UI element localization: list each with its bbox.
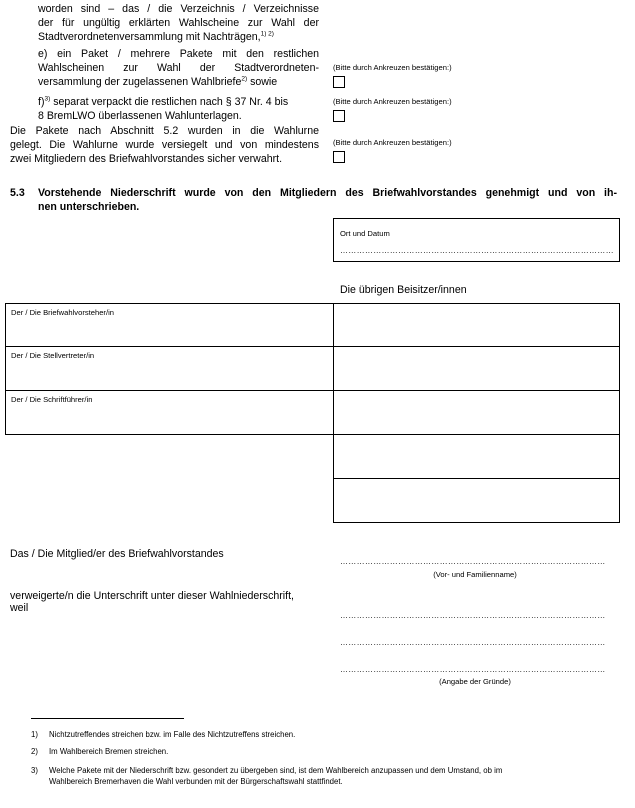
refusal-reasons-caption: (Angabe der Gründe): [439, 677, 511, 686]
refusal-reason-dotted-line-1[interactable]: ……………………………………………………………………………………: [340, 611, 606, 620]
footnote-2-number: 2): [31, 747, 38, 756]
signature-box-chair[interactable]: [5, 303, 334, 347]
signature-box-secretary[interactable]: [5, 390, 334, 435]
item-d-line-1: worden sind – das / die Verzeichnis / Verzeichnisse: [38, 3, 319, 15]
item-e-line-3: versammlung der zugelassenen Wahlbriefe$^{2)}$ sowie: [38, 75, 278, 88]
section-53-line-1: Vorstehende Niederschrift wurde von den Mitgliedern des Briefwahlvorstandes genehmigt und von ih-: [38, 187, 617, 199]
footnote-separator: [31, 718, 184, 719]
place-date-box[interactable]: [333, 218, 620, 262]
footnote-3-number: 3): [31, 766, 38, 775]
item-f-checkbox[interactable]: [333, 110, 345, 122]
item-d-line-3: Stadtverordnetenversammlung mit Nachträgen,$^{1) 2)}$: [38, 30, 274, 43]
refusal-name-dotted-line[interactable]: ……………………………………………………………………………………: [340, 557, 606, 566]
item-e-checkbox[interactable]: [333, 76, 345, 88]
section-53-line-2: nen unterschrieben.: [38, 201, 140, 213]
sealed-line-2: gelegt. Die Wahlurne wurde versiegelt und von mindestens: [10, 139, 319, 151]
signature-box-deputy[interactable]: [5, 346, 334, 391]
footnote-3-text-continued: Wahlbereich Bremerhaven die Wahl verbunden mit der Bürgerschaftswahl stattfindet.: [49, 777, 343, 786]
footnote-1-number: 1): [31, 730, 38, 739]
signature-label-deputy: Der / Die Stellvertreter/in: [11, 351, 95, 360]
footnote-2-text: Im Wahlbereich Bremen streichen.: [49, 747, 169, 756]
refusal-name-caption: (Vor- und Familienname): [433, 570, 517, 579]
signature-label-secretary: Der / Die Schriftführer/in: [11, 395, 93, 404]
item-e-confirm-label: (Bitte durch Ankreuzen bestätigen:): [333, 63, 452, 72]
item-f-line-2: 8 BremLWO überlassenen Wahlunterlagen.: [38, 110, 242, 122]
refusal-refused-line-2: weil: [10, 602, 29, 614]
assessor-signature-box-4[interactable]: [333, 434, 620, 479]
place-date-dotted-line: ………………………………………………………………………………………: [340, 246, 614, 255]
footnote-1-text: Nichtzutreffendes streichen bzw. im Falle des Nichtzutreffens streichen.: [49, 730, 296, 739]
item-d-line-2: der für ungültig erklärten Wahlscheine zur Wahl der: [38, 17, 319, 29]
item-e-line-1: e) ein Paket / mehrere Pakete mit den restlichen: [38, 48, 319, 60]
sealed-line-3: zwei Mitgliedern des Briefwahlvorstandes sicher verwahrt.: [10, 153, 283, 165]
refusal-reason-dotted-line-3[interactable]: ……………………………………………………………………………………: [340, 665, 606, 674]
sealed-confirm-label: (Bitte durch Ankreuzen bestätigen:): [333, 138, 452, 147]
section-53-number: 5.3: [10, 187, 25, 199]
item-e-line-2: Wahlscheinen zur Wahl der Stadtverordneten-: [38, 62, 319, 74]
place-date-label: Ort und Datum: [340, 229, 390, 238]
sealed-checkbox[interactable]: [333, 151, 345, 163]
item-f-confirm-label: (Bitte durch Ankreuzen bestätigen:): [333, 97, 452, 106]
refusal-refused-line-1: verweigerte/n die Unterschrift unter dieser Wahlniederschrift,: [10, 590, 294, 602]
assessor-signature-box-3[interactable]: [333, 390, 620, 435]
footnote-3-text: Welche Pakete mit der Niederschrift bzw. gesondert zu übergeben sind, ist dem Wahlbereich anzupassen und dem Umstand, ob im: [49, 766, 503, 775]
refusal-reason-dotted-line-2[interactable]: ……………………………………………………………………………………: [340, 638, 606, 647]
signature-label-chair: Der / Die Briefwahlvorsteher/in: [11, 308, 114, 317]
sealed-line-1: Die Pakete nach Abschnitt 5.2 wurden in die Wahlurne: [10, 125, 319, 137]
assessor-signature-box-1[interactable]: [333, 303, 620, 347]
assessor-signature-box-2[interactable]: [333, 346, 620, 391]
assessor-signature-box-5[interactable]: [333, 478, 620, 523]
item-f-line-1: f)$^{3)}$ separat verpackt die restlichen nach § 37 Nr. 4 bis: [38, 95, 289, 108]
refusal-member-line: Das / Die Mitglied/er des Briefwahlvorstandes: [10, 548, 224, 560]
other-assessors-heading: Die übrigen Beisitzer/innen: [340, 284, 467, 296]
